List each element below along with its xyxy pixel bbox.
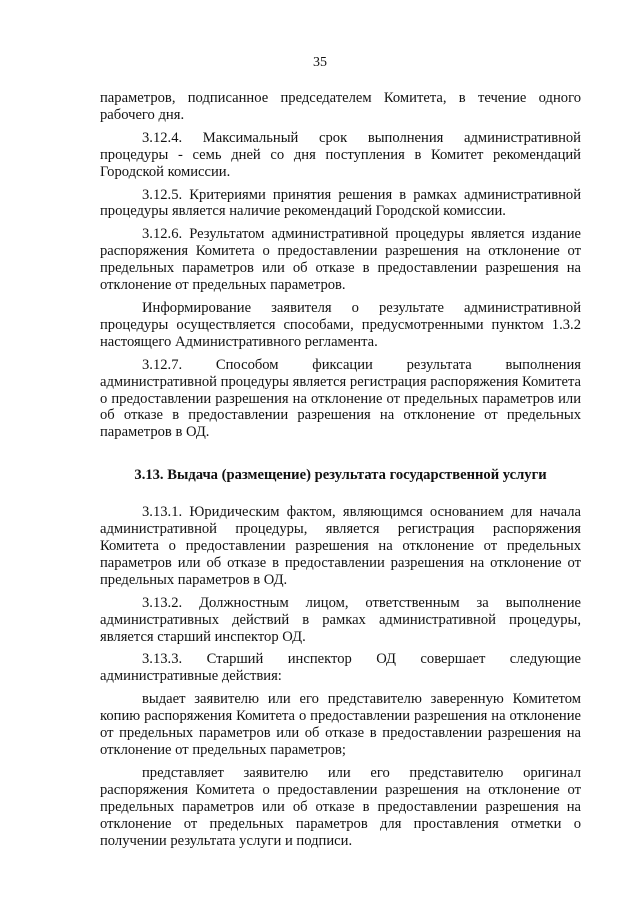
paragraph-3-13-3: 3.13.3. Старший инспектор ОД совершает следующие административные действия: <box>100 651 581 685</box>
paragraph-3-12-7: 3.12.7. Способом фиксации результата выполнения административной процедуры является регистрация распоряжения Комитета о предоставлении разрешения на отклонение от предельных параметров или об отказе в предоставлении разрешения на отклонение от предельных параметров в ОД. <box>100 356 581 441</box>
paragraph-3-13-2: 3.13.2. Должностным лицом, ответственным за выполнение административных действий в рамках административной процедуры, является старший инспектор ОД. <box>100 594 581 645</box>
paragraph-3-13-1: 3.13.1. Юридическим фактом, являющимся основанием для начала административной процедуры, является регистрация распоряжения Комитета о предоставлении разрешения на отклонение от предельных параметров или об отказе в предоставлении разрешения на отклонение от предельных параметров в ОД. <box>100 504 581 588</box>
paragraph-continuation: параметров, подписанное председателем Комитета, в течение одного рабочего дня. <box>100 90 581 123</box>
section-heading: 3.13. Выдача (размещение) результата государственной услуги <box>134 467 547 484</box>
paragraph-3-12-4: 3.12.4. Максимальный срок выполнения административной процедуры - семь дней со дня поступления в Комитет рекомендаций Городской комиссии. <box>100 129 581 180</box>
paragraph-3-12-6: 3.12.6. Результатом административной процедуры является издание распоряжения Комитета о предоставлении разрешения на отклонение от предельных параметров или об отказе в предоставлении разрешения на отклонение от предельных параметров. <box>100 226 581 294</box>
page-number: 35 <box>313 55 327 70</box>
paragraph-informing: Информирование заявителя о результате административной процедуры осуществляется способами, предусмотренными пунктом 1.3.2 настоящего Административного регламента. <box>100 299 581 350</box>
paragraph-action-present-original: представляет заявителю или его представителю оригинал распоряжения Комитета о предоставлении разрешения на отклонение от предельных параметров или об отказе в предоставлении разрешения на отклонение от предельных параметров для проставления отметки о получении результата услуги и подписи. <box>100 764 581 849</box>
paragraph-action-issue-copy: выдает заявителю или его представителю заверенную Комитетом копию распоряжения Комитета о предоставлении разрешения на отклонение от предельных параметров или об отказе в предоставлении разрешения на отклонение от предельных параметров; <box>100 691 581 758</box>
paragraph-3-12-5: 3.12.5. Критериями принятия решения в рамках административной процедуры является наличие рекомендаций Городской комиссии. <box>100 186 581 220</box>
document-body <box>100 90 581 855</box>
